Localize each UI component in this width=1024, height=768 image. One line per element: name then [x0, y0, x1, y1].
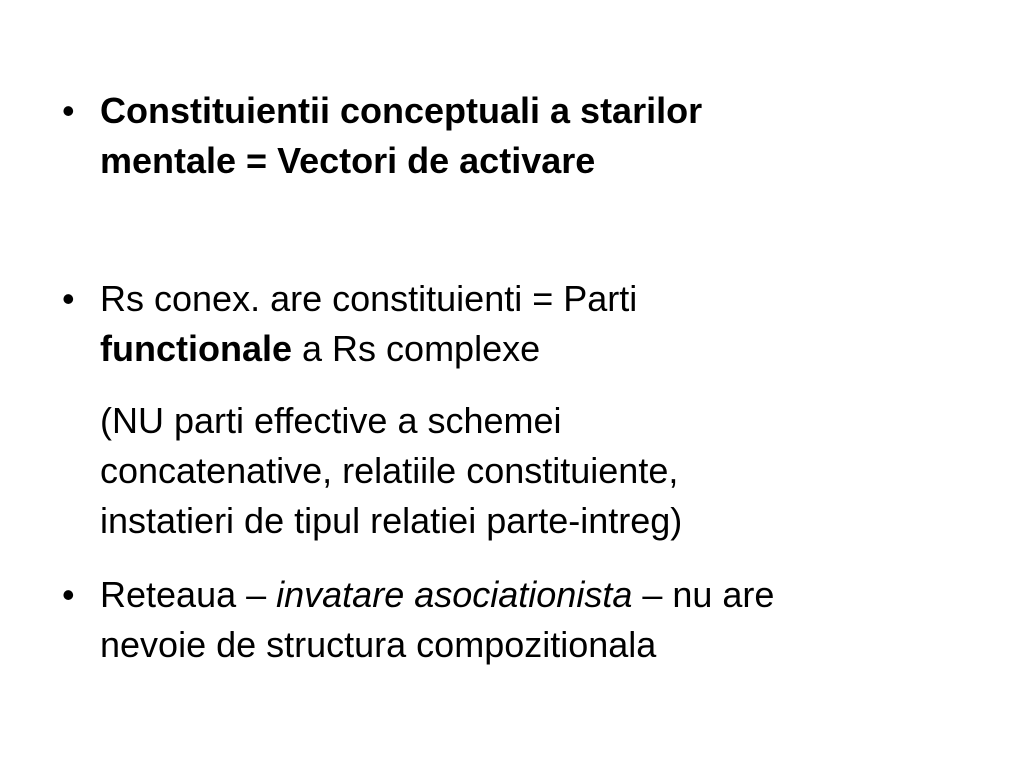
- bullet-text-line: nevoie de structura compozitionala: [100, 624, 657, 665]
- bullet-marker: •: [62, 574, 75, 615]
- bullet-item-rs-conex: [100, 274, 980, 374]
- bullet-text-line: [100, 570, 980, 620]
- italic-term: invatare asociationista: [276, 574, 633, 615]
- bullet-item-reteaua: [100, 570, 980, 670]
- bullet-item-constituients: [100, 86, 980, 186]
- bullet-text-line: Rs conex. are constituienti = Parti: [100, 278, 638, 319]
- sub-text-line: (NU parti effective a schemei: [100, 400, 562, 441]
- sub-text-line: concatenative, relatiile constituiente,: [100, 450, 679, 491]
- sub-text-line: instatieri de tipul relatiei parte-intreg): [100, 500, 683, 541]
- bullet-text-fragment: Reteaua –: [100, 574, 277, 615]
- bullet-text-line: mentale = Vectori de activare: [100, 140, 596, 181]
- bullet-text-line: [100, 324, 980, 374]
- bullet-text-fragment: a Rs complexe: [292, 328, 541, 369]
- bullet-text-fragment: – nu are: [632, 574, 775, 615]
- sub-paragraph: [100, 396, 980, 546]
- bullet-text-line: Constituientii conceptuali a starilor: [100, 90, 703, 131]
- bold-term: functionale: [100, 328, 293, 369]
- bullet-marker: •: [62, 90, 75, 131]
- bullet-marker: •: [62, 278, 75, 319]
